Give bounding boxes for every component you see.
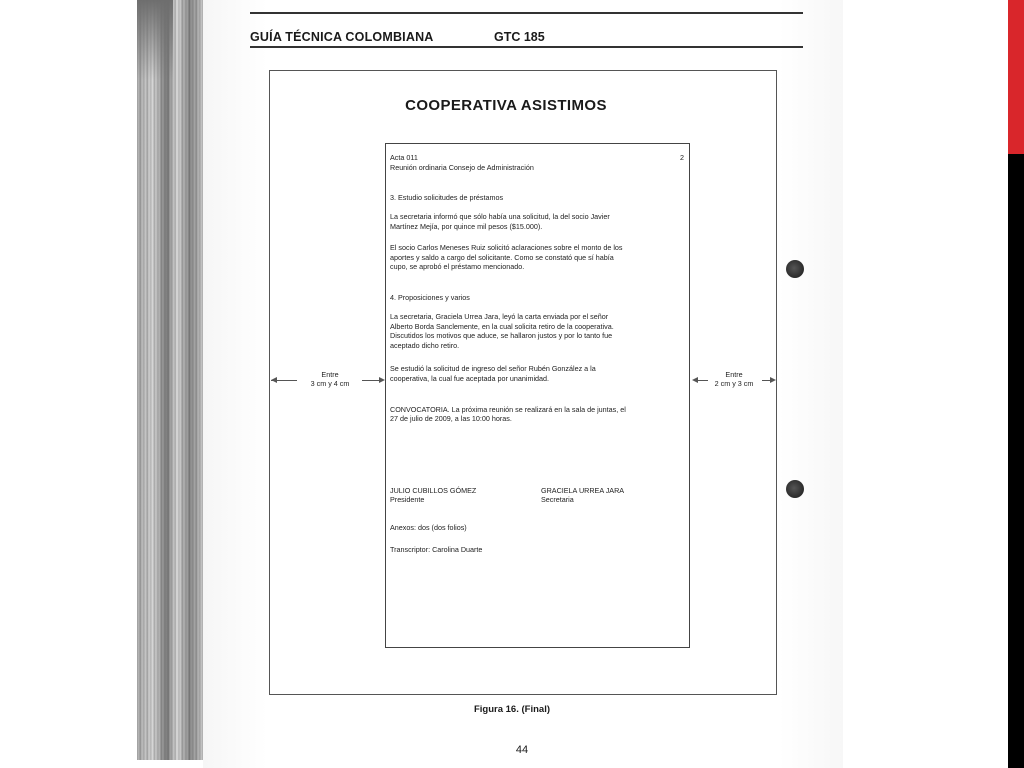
paragraph-3-line-3: Discutidos los motivos que aduce, se hallaron justos y por lo tanto fue (390, 331, 613, 340)
right-margin-label-line-2: 2 cm y 3 cm (714, 379, 754, 388)
acta-page-number: 2 (680, 153, 684, 162)
guide-code: GTC 185 (494, 30, 545, 44)
paragraph-2-line-2: aportes y saldo a cargo del solicitante. Como se constató que sí había (390, 253, 614, 262)
right-margin-arrow-line-a (698, 380, 708, 381)
left-margin-arrowhead-right (379, 377, 385, 383)
annexes: Anexos: dos (dos folios) (390, 523, 467, 532)
meeting-type: Reunión ordinaria Consejo de Administración (390, 163, 534, 172)
slide-accent-black (1008, 154, 1024, 768)
header-rule-top (250, 12, 803, 14)
paragraph-3-line-2: Alberto Borda Sanclemente, en la cual solicita retiro de la cooperativa. (390, 322, 614, 331)
slide-accent-red (1008, 0, 1024, 154)
transcriber: Transcriptor: Carolina Duarte (390, 545, 483, 554)
convocatoria-line-2: 27 de julio de 2009, a las 10:00 horas. (390, 414, 512, 423)
paragraph-2-line-3: cupo, se aprobó el préstamo mencionado. (390, 262, 525, 271)
paragraph-1-line-1: La secretaria informó que sólo había una solicitud, la del socio Javier (390, 212, 610, 221)
paragraph-3-line-1: La secretaria, Graciela Urrea Jara, leyó la carta enviada por el señor (390, 312, 609, 321)
left-margin-arrow-line-b (362, 380, 379, 381)
signer-1-name: JULIO CUBILLOS GÓMEZ (390, 486, 477, 495)
left-margin-label-line-1: Entre (321, 370, 339, 379)
paragraph-2-line-1: El socio Carlos Meneses Ruiz solicitó aclaraciones sobre el monto de los (390, 243, 623, 252)
section-3-title: 3. Estudio solicitudes de préstamos (390, 193, 504, 202)
right-margin-arrowhead-right (770, 377, 776, 383)
signer-1-role: Presidente (390, 495, 425, 504)
paragraph-3-line-4: aceptado dicho retiro. (390, 341, 460, 350)
scan-binding-strip (137, 0, 203, 760)
cooperative-title-text: COOPERATIVA ASISTIMOS (405, 97, 607, 114)
scan-shadow (137, 0, 173, 80)
left-margin-arrowhead-left (271, 377, 277, 383)
cooperative-title (0, 97, 1024, 114)
right-margin-label-line-1: Entre (725, 370, 743, 379)
page-number: 44 (515, 744, 529, 756)
paragraph-1-line-2: Martínez Mejía, por quince mil pesos ($15.000). (390, 222, 543, 231)
guide-title: GUÍA TÉCNICA COLOMBIANA (250, 30, 434, 44)
paragraph-4-line-1: Se estudió la solicitud de ingreso del señor Rubén González a la (390, 364, 596, 373)
signer-2-role: Secretaria (541, 495, 574, 504)
paragraph-4-line-2: cooperativa, la cual fue aceptada por unanimidad. (390, 374, 550, 383)
signer-2-name: GRACIELA URREA JARA (541, 486, 625, 495)
binder-hole-top (786, 260, 804, 278)
acta-number: Acta 011 (390, 153, 418, 162)
binder-hole-bottom (786, 480, 804, 498)
left-margin-label-line-2: 3 cm y 4 cm (310, 379, 350, 388)
section-4-title: 4. Proposiciones y varios (390, 293, 470, 302)
header-rule-bottom (250, 46, 803, 48)
figure-caption: Figura 16. (Final) (473, 704, 550, 715)
convocatoria-line-1: CONVOCATORIA. La próxima reunión se realizará en la sala de juntas, el (390, 405, 626, 414)
